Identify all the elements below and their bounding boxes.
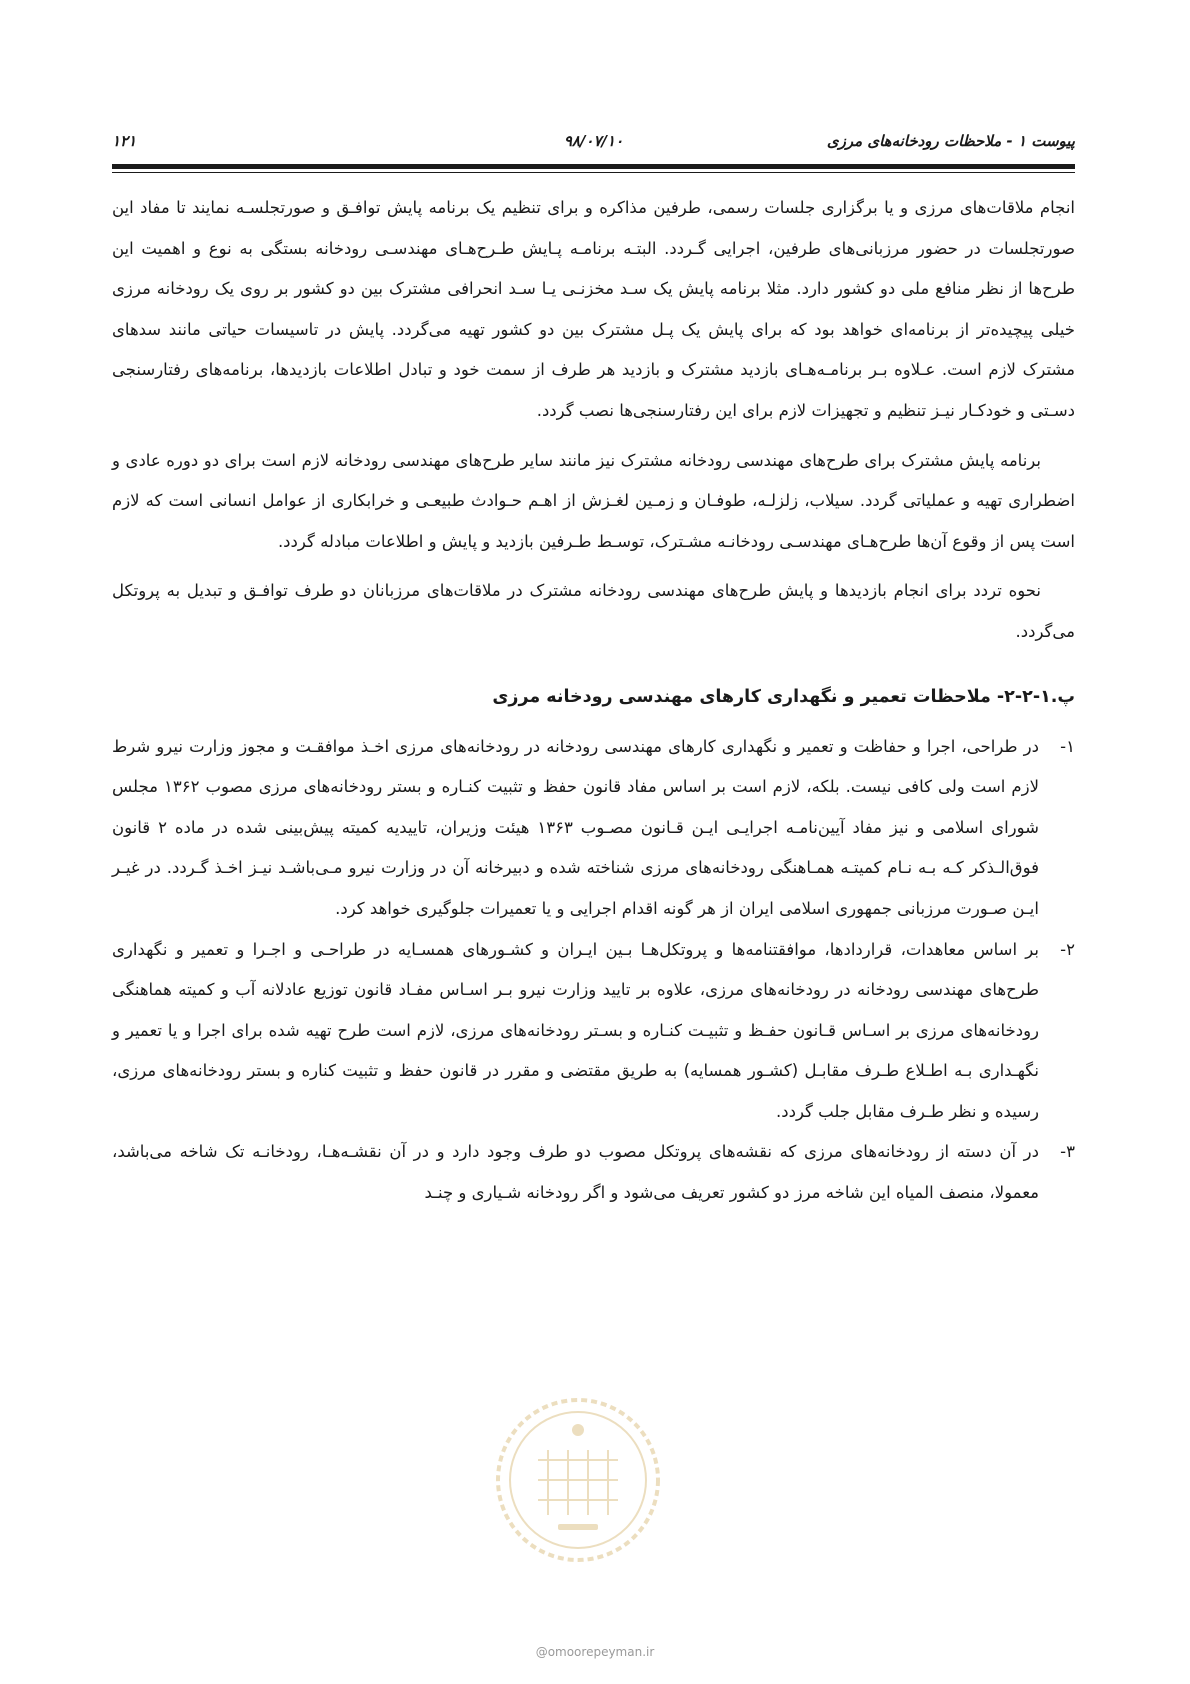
list-item-text: در طراحی، اجرا و حفاظت و تعمیر و نگهداری کارهای مهندسی رودخانه در رودخانه‌های مرزی اخـذ موافقـت و مجوز وزارت نیرو شرط لازم است ولی کافی نیست. بلکه، لازم است بر اساس مفاد قانون حفظ و تثبیت کنـاره و بستر رودخانه‌های مرزی مصوب ۱۳۶۲ مجلس شورای اسلامی و نیز مفاد آیین‌نامـه اجرایـی ایـن قـانون مصـوب ۱۳۶۳ هیئت وزیران، تاییدیه کمیته پیش‌بینی شده در ماده ۲ قانون فوق‌الـذکر کـه بـه نـام کمیتـه همـاهنگی رودخانه‌های مرزی شناخته شده و دبیرخانه آن در وزارت نیرو مـی‌باشـد نیـز اخـذ گـردد. در غیـر ایـن صـورت مرزبانی جمهوری اسلامی ایران از هر گونه اقدام اجرایی و یا تعمیرات جلوگیری خواهد کرد. <box>112 736 1039 918</box>
page-header <box>112 128 1075 158</box>
list-number: ۳- <box>1060 1142 1075 1162</box>
section-heading: پ.۱-۲-۲- ملاحظات تعمیر و نگهداری کارهای مهندسی رودخانه مرزی <box>492 686 1075 707</box>
watermark-seal-icon <box>488 1390 668 1570</box>
list-item-3 <box>112 1132 1075 1213</box>
paragraph-1: انجام ملاقات‌های مرزی و یا برگزاری جلسات رسمی، طرفین مذاکره و برای تنظیم یک برنامه پایش توافـق و صورتجلسـه نمایند تا مفاد این صورتجلسات در حضور مرزبانی‌های طرفین، اجرایی گـردد. البتـه برنامـه پـایش طـرح‌هـای مهندسـی رودخانه بستگی به نوع و اهمیت این طرح‌ها از نظر منافع ملی دو کشور دارد. مثلا برنامه پایش یک سـد مخزنـی یـا سـد انحرافی مشترک بین دو کشور بر روی یک رودخانه مرزی خیلی پیچیده‌تر از برنامه‌ای خواهد بود که برای پایش یک پـل مشترک بین دو کشور تهیه می‌گردد. پایش در تاسیسات حیاتی مانند سدهای مشترک لازم است. عـلاوه بـر برنامـه‌هـای بازدید مشترک و بازدید هر طرف از سمت خود و تبادل اطلاعات بازدیدها، برنامه‌های رفتارسنجی دسـتی و خودکـار نیـز تنظیم و تجهیزات لازم برای این رفتارسنجی‌ها نصب گردد. <box>112 198 1075 420</box>
list-number: ۲- <box>1060 939 1075 959</box>
list-item-2 <box>112 930 1075 1133</box>
body-content <box>112 188 1075 1214</box>
paragraph-3: نحوه تردد برای انجام بازدیدها و پایش طرح‌های مهندسی رودخانه مشترک در ملاقات‌های مرزبانان دو طرف توافـق و تبدیل به پروتکل می‌گردد. <box>112 581 1075 641</box>
list-item-text: در آن دسته از رودخانه‌های مرزی که نقشه‌های پروتکل مصوب دو طرف وجود دارد و در آن نقشـه‌هـا، رودخانـه تک شاخه می‌باشد، معمولا، منصف المیاه این شاخه مرز دو کشور تعریف می‌شود و اگر رودخانه شـیاری و چنـد <box>112 1142 1039 1203</box>
list-item-1 <box>112 727 1075 930</box>
paragraph-2: برنامه پایش مشترک برای طرح‌های مهندسی رودخانه مشترک نیز مانند سایر طرح‌های مهندسی رودخانه لازم است برای دو دوره عادی و اضطراری تهیه و عملیاتی گردد. سیلاب، زلزلـه، طوفـان و زمـین لغـزش از اهـم حـوادث طبیعـی و خرابکاری از عوامل انسانی است که لازم است پس از وقوع آن‌ها طرح‌هـای مهندسـی رودخانـه مشـترک، توسـط طـرفین بازدید و پایش و اطلاعات مبادله گردد. <box>112 450 1075 551</box>
list-number: ۱- <box>1060 736 1075 756</box>
footer-url: @omoorepeyman.ir <box>535 1645 655 1659</box>
page-number: ۱۲۱ <box>112 132 137 150</box>
header-rule-thin <box>112 172 1075 173</box>
header-rule-thick <box>112 164 1075 169</box>
header-title: پیوست ۱ - ملاحظات رودخانه‌های مرزی <box>826 132 1075 150</box>
header-date: ۹۸/۰۷/۱۰ <box>563 132 624 150</box>
list-item-text: بر اساس معاهدات، قراردادها، موافقتنامه‌ها و پروتکل‌هـا بـین ایـران و کشـورهای همسـایه در طراحـی و اجـرا و تعمیر و نگهداری طرح‌های مهندسی رودخانه در رودخانه‌های مرزی، علاوه بر تایید وزارت نیرو بـر اسـاس مفـاد قانون توزیع عادلانه آب و کمیته هماهنگی رودخانه‌های مرزی بر اسـاس قـانون حفـظ و تثبیـت کنـاره و بسـتر رودخانه‌های مرزی، لازم است طرح تهیه شده برای اجرا و یا تعمیر و نگهـداری بـه اطـلاع طـرف مقابـل (کشـور همسایه) به طریق مقتضی و مقرر در قانون حفظ و تثبیت کناره و بستر رودخانه‌های مرزی، رسیده و نظر طـرف مقابل جلب گردد. <box>112 939 1039 1121</box>
